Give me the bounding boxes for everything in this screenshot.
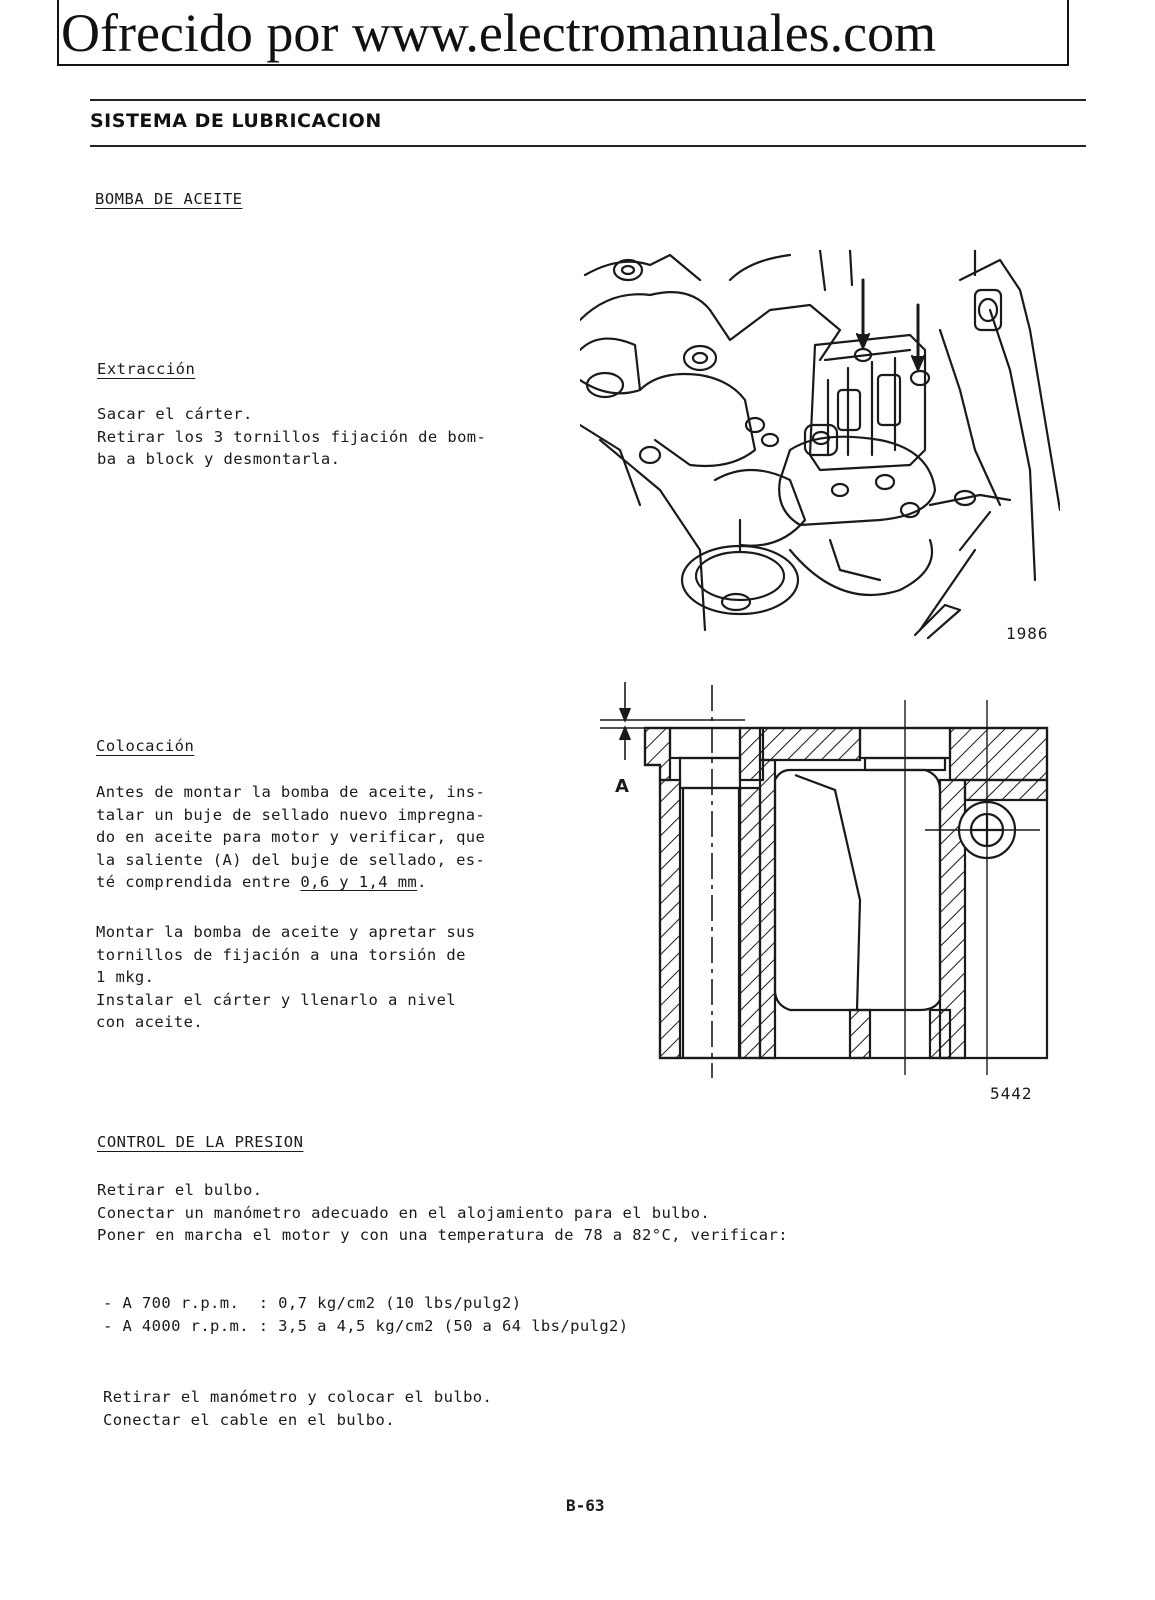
installation-text-b: Montar la bomba de aceite y apretar sus tornillos de fijación a una torsión de 1 mkg. Instalar el cárter y llenarlo a nivel con aceite.: [96, 923, 476, 1031]
figure-number-1986: 1986: [1006, 624, 1049, 643]
title-rule-bottom: [90, 145, 1086, 147]
pressure-checks: - A 700 r.p.m. : 0,7 kg/cm2 (10 lbs/pulg2) - A 4000 r.p.m. : 3,5 a 4,5 kg/cm2 (50 a 64 lbs/pulg2): [103, 1294, 629, 1335]
section-heading-pressure-control: CONTROL DE LA PRESION: [97, 1133, 304, 1151]
seal-bushing-section-diagram: [595, 680, 1055, 1080]
page-number: B-63: [566, 1496, 605, 1515]
installation-text-a: Antes de montar la bomba de aceite, ins- talar un buje de sellado nuevo impregna- do en aceite para motor y verificar, que la saliente (A) del buje de sellado, es- té comprendida entre 0,6 y 1,4 mm.: [96, 783, 486, 891]
pressure-closing: Retirar el manómetro y colocar el bulbo. Conectar el cable en el bulbo.: [103, 1388, 493, 1429]
pressure-text: Retirar el bulbo. Conectar un manómetro adecuado en el alojamiento para el bulbo. Poner en marcha el motor y con una temperatura de 78 a 82°C, verificar:: [97, 1181, 788, 1244]
site-banner: Ofrecido por www.electromanuales.com: [57, 0, 1069, 66]
title-rule-top: [90, 99, 1086, 101]
extraction-text: Sacar el cárter. Retirar los 3 tornillos fijación de bom- ba a block y desmontarla.: [97, 405, 487, 468]
page-title: SISTEMA DE LUBRICACION: [90, 110, 382, 132]
section-heading-oil-pump: BOMBA DE ACEITE: [95, 190, 243, 208]
subheading-extraction: Extracción: [97, 360, 196, 378]
figure-number-5442: 5442: [990, 1084, 1033, 1103]
oil-pump-engine-illustration: [580, 250, 1060, 645]
dimension-label-a: A: [615, 776, 629, 797]
subheading-installation: Colocación: [96, 737, 195, 755]
